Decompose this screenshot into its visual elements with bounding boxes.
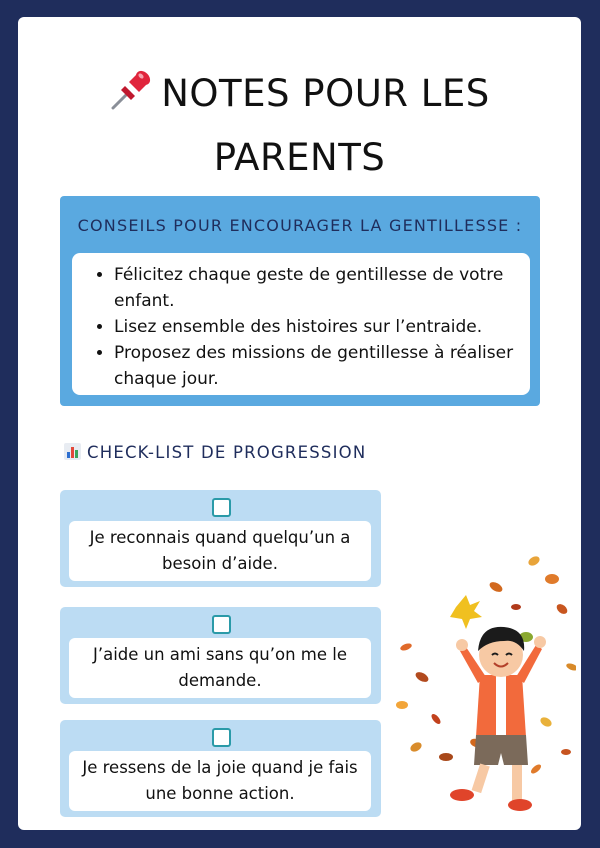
checklist-item-text: J’aide un ami sans qu’on me le demande. <box>92 645 348 690</box>
tips-list <box>72 253 530 392</box>
page-title <box>18 65 581 187</box>
page <box>18 17 581 830</box>
checkbox[interactable] <box>212 615 231 634</box>
checklist-card <box>60 720 381 817</box>
checklist-title <box>64 443 366 464</box>
checklist-item <box>69 521 371 581</box>
checklist-title-text: CHECK-LIST DE PROGRESSION <box>87 443 367 462</box>
checkbox[interactable] <box>212 728 231 747</box>
checklist-card <box>60 490 381 587</box>
checkbox[interactable] <box>212 498 231 517</box>
tip-item: • Proposez des missions de gentillesse à réaliser chaque jour. <box>114 340 518 392</box>
title-line-1: NOTES POUR LES <box>161 72 490 115</box>
boy-autumn-leaves-illustration <box>376 547 576 817</box>
tip-item: • Lisez ensemble des histoires sur l’entraide. <box>114 314 518 340</box>
tip-item: • Félicitez chaque geste de gentillesse de votre enfant. <box>114 262 518 314</box>
bar-chart-icon <box>64 443 81 464</box>
checklist-card <box>60 607 381 704</box>
checklist-item <box>69 751 371 811</box>
pushpin-icon <box>109 66 155 129</box>
tips-box <box>72 253 530 395</box>
title-line-2: PARENTS <box>213 136 386 179</box>
tips-panel <box>60 196 540 406</box>
checklist-item <box>69 638 371 698</box>
checklist-item-text: Je ressens de la joie quand je fais une bonne action. <box>82 758 358 803</box>
checklist-item-text: Je reconnais quand quelqu’un a besoin d’aide. <box>89 528 351 573</box>
tips-heading: CONSEILS POUR ENCOURAGER LA GENTILLESSE : <box>77 216 523 235</box>
